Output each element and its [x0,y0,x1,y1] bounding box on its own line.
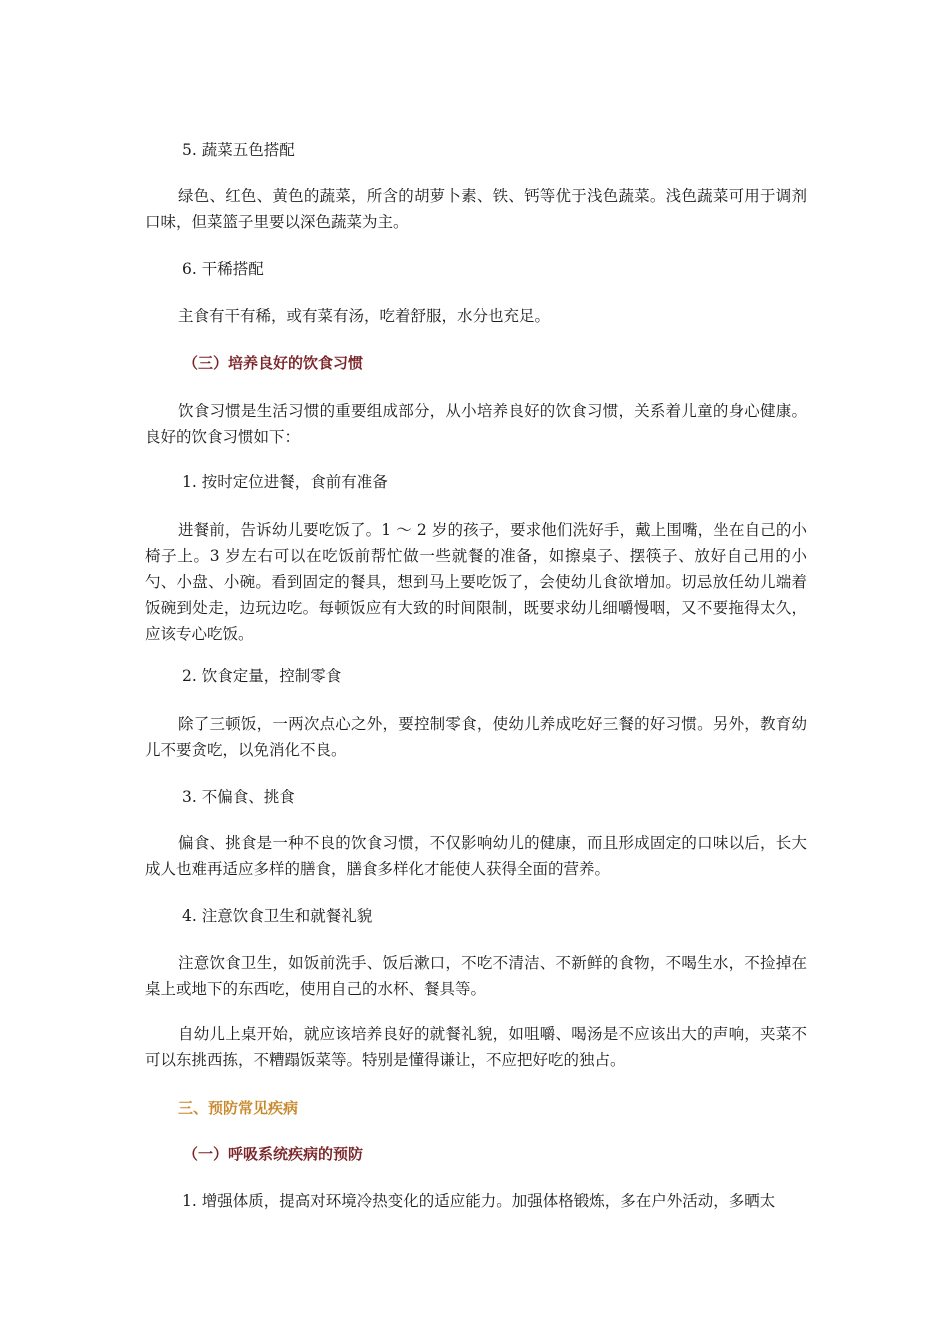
section-3-intro: 饮食习惯是生活习惯的重要组成部分，从小培养良好的饮食习惯，关系着儿童的身心健康。良好的饮食习惯如下： [145,402,807,446]
habit-2-title: 2. 饮食定量，控制零食 [182,667,342,685]
part-3-sub-1-heading: （一）呼吸系统疾病的预防 [183,1145,364,1163]
item-6-title: 6. 干稀搭配 [182,260,264,278]
habit-1-title: 1. 按时定位进餐，食前有准备 [182,473,388,491]
part-3-heading: 三、预防常见疾病 [178,1099,299,1117]
habit-1-body: 进餐前，告诉幼儿要吃饭了。1 ～ 2 岁的孩子，要求他们洗好手，戴上围嘴，坐在自己的小椅子上。3 岁左右可以在吃饭前帮忙做一些就餐的准备，如擦桌子、摆筷子、放好自己用的小勺、小盘、小碗。看到固定的餐具，想到马上要吃饭了，会使幼儿食欲增加。切忌放任幼儿端着饭碗到处走，边玩边吃。每顿饭应有大致的时间限制，既要求幼儿细嚼慢咽，又不要拖得太久，应该专心吃饭。 [145,521,807,643]
item-5-title: 5. 蔬菜五色搭配 [182,141,295,159]
habit-2-body: 除了三顿饭，一两次点心之外，要控制零食，使幼儿养成吃好三餐的好习惯。另外，教育幼儿不要贪吃，以免消化不良。 [145,715,807,759]
prevent-1-text: 1. 增强体质，提高对环境冷热变化的适应能力。加强体格锻炼，多在户外活动，多晒太 [182,1192,776,1210]
habit-4-title: 4. 注意饮食卫生和就餐礼貌 [182,907,373,925]
habit-3-title: 3. 不偏食、挑食 [182,788,295,806]
section-3-heading: （三）培养良好的饮食习惯 [183,354,364,372]
habit-4-body-1: 注意饮食卫生，如饭前洗手、饭后漱口，不吃不清洁、不新鲜的食物，不喝生水，不捡掉在桌上或地下的东西吃，使用自己的水杯、餐具等。 [145,954,807,998]
item-6-body: 主食有干有稀，或有菜有汤，吃着舒服，水分也充足。 [178,307,551,325]
habit-3-body: 偏食、挑食是一种不良的饮食习惯，不仅影响幼儿的健康，而且形成固定的口味以后，长大成人也难再适应多样的膳食，膳食多样化才能使人获得全面的营养。 [145,834,807,878]
item-5-body: 绿色、红色、黄色的蔬菜，所含的胡萝卜素、铁、钙等优于浅色蔬菜。浅色蔬菜可用于调剂口味，但菜篮子里要以深色蔬菜为主。 [145,187,807,231]
habit-4-body-2: 自幼儿上桌开始，就应该培养良好的就餐礼貌，如咀嚼、喝汤是不应该出大的声响，夹菜不可以东挑西拣，不糟蹋饭菜等。特别是懂得谦让，不应把好吃的独占。 [145,1025,807,1069]
